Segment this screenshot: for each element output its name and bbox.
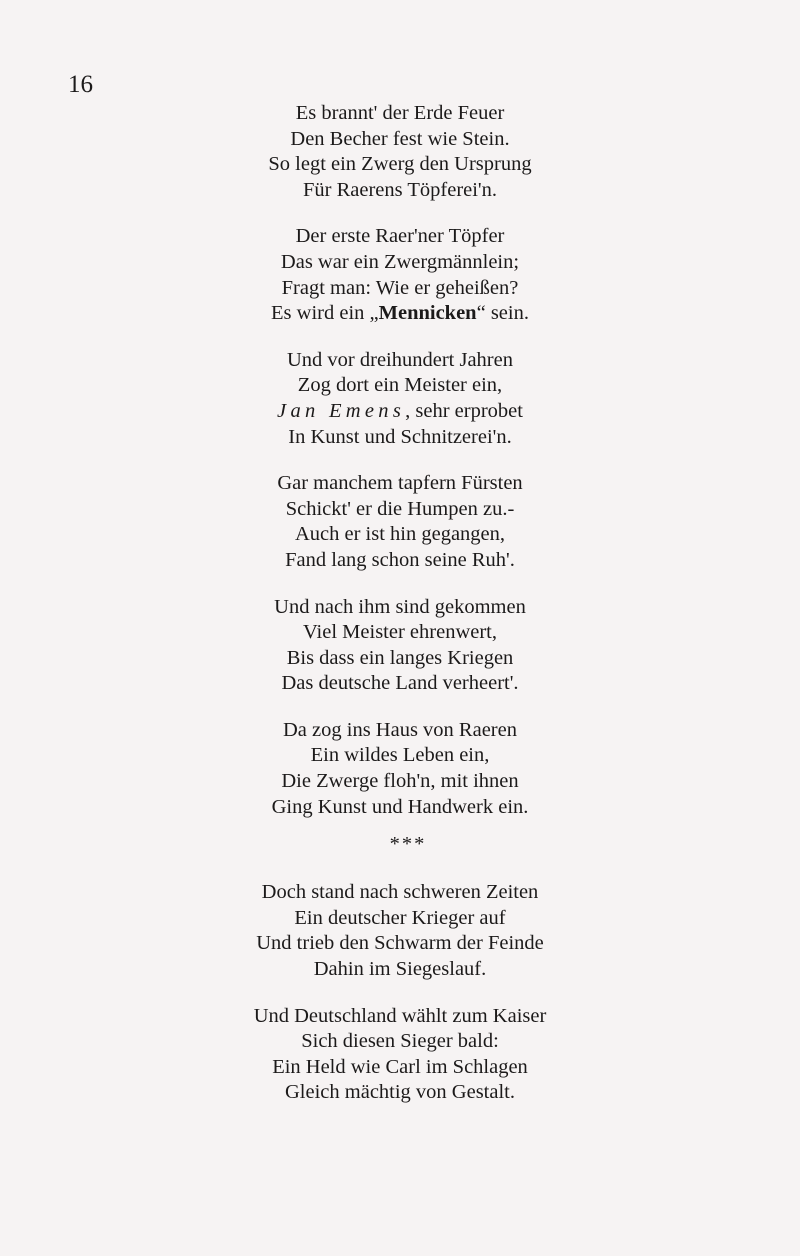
- poem-line: In Kunst und Schnitzerei'n.: [288, 425, 512, 448]
- stanza-4: [0, 471, 800, 573]
- stanza-8: [0, 1004, 800, 1106]
- poem-line: Viel Meister ehrenwert,: [302, 621, 497, 644]
- stanza-2: [0, 224, 800, 326]
- poem-text: Es wird ein „: [271, 302, 379, 325]
- page-number: 16: [68, 71, 93, 98]
- poem-line: Ein deutscher Krieger auf: [294, 906, 506, 929]
- poem-line: Zog dort ein Meister ein,: [297, 374, 503, 397]
- poem-line: Schickt' er die Humpen zu.-: [285, 497, 515, 520]
- bold-name-mennicken: Mennicken: [378, 302, 477, 325]
- poem-line: Ein Held wie Carl im Schlagen: [272, 1055, 528, 1078]
- stanza-5: [0, 595, 800, 697]
- poem-line: Und Deutschland wählt zum Kaiser: [253, 1004, 547, 1027]
- poem-line: [0, 301, 800, 327]
- poem-line: Das war ein Zwergmännlein;: [280, 250, 520, 273]
- poem-line: Gleich mächtig von Gestalt.: [285, 1081, 515, 1104]
- poem-line: Doch stand nach schweren Zeiten: [261, 881, 539, 904]
- poem-line: Sich diesen Sieger bald:: [301, 1030, 499, 1053]
- poem-line: Fand lang schon seine Ruh'.: [285, 548, 515, 571]
- spaced-name-jan-emens: Jan Emens: [277, 399, 406, 422]
- poem-line: Für Raerens Töpferei'n.: [302, 178, 498, 201]
- poem-line: Und trieb den Schwarm der Feinde: [256, 932, 544, 955]
- poem-line: Das deutsche Land verheert'.: [281, 672, 519, 695]
- poem-line: Und vor dreihundert Jahren: [286, 348, 513, 371]
- poem-line: Dahin im Siegeslauf.: [313, 958, 487, 981]
- stanza-7: [0, 880, 800, 982]
- stanza-1: [0, 101, 800, 203]
- poem-line: Gar manchem tapfern Fürsten: [277, 472, 523, 495]
- poem-line: Und nach ihm sind gekommen: [274, 595, 526, 618]
- poem-text: “ sein.: [476, 302, 529, 325]
- poem-line: Der erste Raer'ner Töpfer: [295, 225, 505, 248]
- poem-line: Ein wildes Leben ein,: [310, 744, 490, 767]
- poem-text: , sehr erprobet: [405, 399, 523, 422]
- poem-line: [0, 399, 800, 425]
- stanza-3: [0, 348, 800, 450]
- poem-line: Fragt man: Wie er geheißen?: [281, 276, 519, 299]
- poem-line: So legt ein Zwerg den Ursprung: [268, 153, 532, 176]
- poem-line: Da zog ins Haus von Raeren: [283, 718, 517, 741]
- poem-line: Auch er ist hin gegangen,: [294, 523, 506, 546]
- stanza-6: [0, 718, 800, 820]
- poem-line: Es brannt' der Erde Feuer: [295, 102, 505, 124]
- poem-line: Ging Kunst und Handwerk ein.: [271, 795, 529, 818]
- poem-line: Bis dass ein langes Kriegen: [286, 646, 514, 669]
- section-separator: ***: [389, 833, 427, 856]
- poem-line: Den Becher fest wie Stein.: [290, 127, 510, 150]
- poem: [0, 101, 800, 1127]
- poem-line: Die Zwerge floh'n, mit ihnen: [281, 770, 519, 793]
